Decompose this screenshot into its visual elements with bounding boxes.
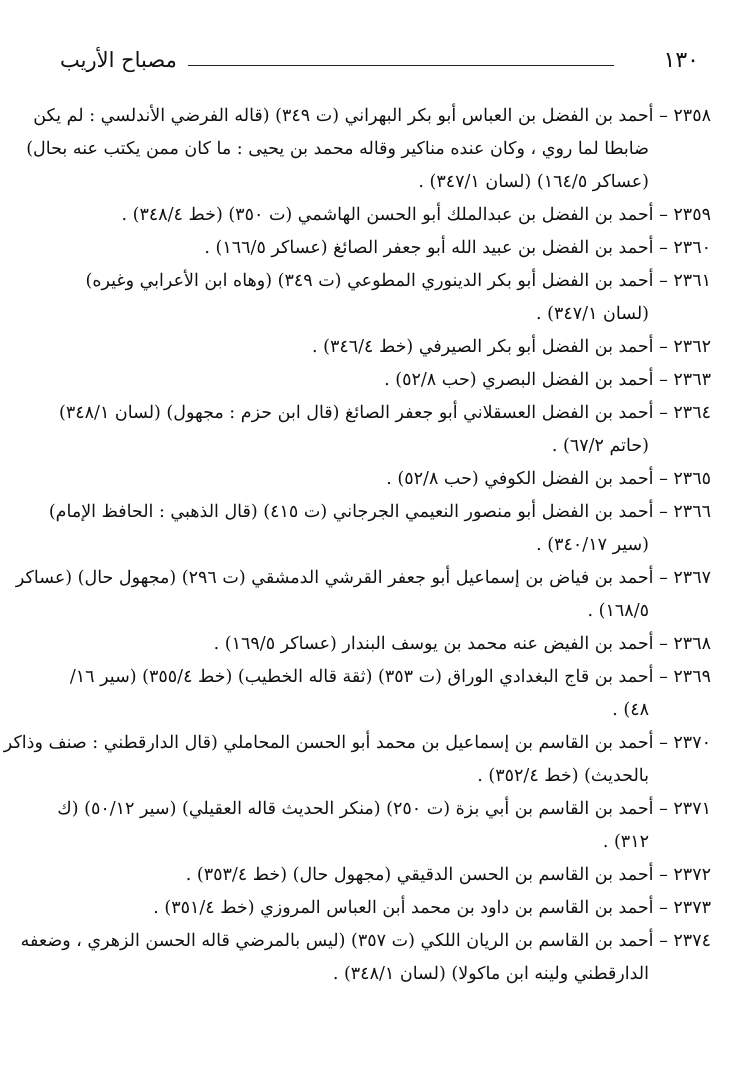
biography-entry xyxy=(55,463,711,496)
biography-entry xyxy=(20,925,711,991)
entry-first-line: ٢٣٦٣ – أحمد بن الفضل البصري (حب ٥٢/٨) . xyxy=(384,370,711,390)
entry-first-line: ٢٣٧١ – أحمد بن القاسم بن أبي بزة (ت ٢٥٠) (منكر الحديث قاله العقيلي) (سير ٥٠/١٢) (ك xyxy=(57,799,711,819)
page-number: ١٣٠ xyxy=(663,48,699,73)
entry-first-line: ٢٣٧٠ – أحمد بن القاسم بن إسماعيل بن محمد أبو الحسن المحاملي (قال الدارقطني : صنف وذاكر xyxy=(3,733,711,753)
entry-first-line: ٢٣٧٢ – أحمد بن القاسم بن الحسن الدقيقي (مجهول حال) (خط ٣٥٣/٤) . xyxy=(185,865,711,885)
entry-first-line: ٢٣٧٣ – أحمد بن القاسم بن داود بن محمد أبن العباس المروزي (خط ٣٥١/٤) . xyxy=(153,898,711,918)
entries-list xyxy=(3,100,711,991)
entry-first-line: ٢٣٦٧ – أحمد بن فياض بن إسماعيل أبو جعفر القرشي الدمشقي (ت ٢٩٦) (مجهول حال) (عساكر xyxy=(15,568,711,588)
entry-continuation-line: الدارقطني ولينه ابن ماكولا) (لسان ٣٤٨/١) . xyxy=(332,964,649,984)
entry-continuation-line: ٣١٢) . xyxy=(602,832,649,852)
biography-entry xyxy=(55,628,711,661)
page-header xyxy=(60,48,699,78)
entry-continuation-line: ١٦٨/٥) . xyxy=(587,601,649,621)
biography-entry xyxy=(48,496,711,562)
entry-first-line: ٢٣٧٤ – أحمد بن القاسم بن الريان اللكي (ت ٣٥٧) (ليس بالمرضي قاله الحسن الزهري ، وضعفه xyxy=(20,931,711,951)
header-rule xyxy=(188,65,614,66)
entry-first-line: ٢٣٦١ – أحمد بن الفضل أبو بكر الدينوري المطوعي (ت ٣٤٩) (وهاه ابن الأعرابي وغيره) xyxy=(85,271,711,291)
entry-first-line: ٢٣٦٤ – أحمد بن الفضل العسقلاني أبو جعفر الصائغ (قال ابن حزم : مجهول) (لسان ٣٤٨/١) xyxy=(59,403,711,423)
biography-entry xyxy=(15,562,711,628)
biography-entry xyxy=(55,859,711,892)
entry-first-line: ٢٣٦٥ – أحمد بن الفضل الكوفي (حب ٥٢/٨) . xyxy=(386,469,711,489)
entry-continuation-line: (حاتم ٦٧/٢) . xyxy=(551,436,649,456)
entry-continuation-line: بالحديث) (خط ٣٥٢/٤) . xyxy=(477,766,649,786)
biography-entry xyxy=(26,100,711,199)
entry-continuation-line: (عساكر ١٦٤/٥) (لسان ٣٤٧/١) . xyxy=(418,172,649,192)
entry-continuation-line: (سير ٣٤٠/١٧) . xyxy=(536,535,649,555)
biography-entry xyxy=(55,397,711,463)
entry-first-line: ٢٣٦٢ – أحمد بن الفضل أبو بكر الصيرفي (خط ٣٤٦/٤) . xyxy=(311,337,711,357)
biography-entry xyxy=(3,727,711,793)
entry-first-line: ٢٣٦٦ – أحمد بن الفضل أبو منصور النعيمي الجرجاني (ت ٤١٥) (قال الذهبي : الحافظ الإمام) xyxy=(48,502,711,522)
biography-entry xyxy=(55,793,711,859)
entry-continuation-line: ضابطا لما روي ، وكان عنده مناكير وقاله محمد بن يحيى : ما كان ممن يكتب عنه بحال) xyxy=(26,139,649,159)
entry-continuation-line: ٤٨) . xyxy=(612,700,649,720)
biography-entry xyxy=(55,892,711,925)
biography-entry xyxy=(55,364,711,397)
entry-first-line: ٢٣٦٨ – أحمد بن الفيض عنه محمد بن يوسف البندار (عساكر ١٦٩/٥) . xyxy=(213,634,711,654)
entry-first-line: ٢٣٦٩ – أحمد بن قاج البغدادي الوراق (ت ٣٥٣) (ثقة قاله الخطيب) (خط ٣٥٥/٤) (سير ١٦/ xyxy=(69,667,711,687)
biography-entry xyxy=(55,331,711,364)
book-title: مصباح الأريب xyxy=(60,48,177,72)
entry-continuation-line: (لسان ٣٤٧/١) . xyxy=(536,304,649,324)
entry-first-line: ٢٣٦٠ – أحمد بن الفضل بن عبيد الله أبو جعفر الصائغ (عساكر ١٦٦/٥) . xyxy=(204,238,711,258)
biography-entry xyxy=(55,661,711,727)
biography-entry xyxy=(55,199,711,232)
entry-first-line: ٢٣٥٩ – أحمد بن الفضل بن عبدالملك أبو الحسن الهاشمي (ت ٣٥٠) (خط ٣٤٨/٤) . xyxy=(121,205,711,225)
biography-entry xyxy=(55,232,711,265)
biography-entry xyxy=(55,265,711,331)
entry-first-line: ٢٣٥٨ – أحمد بن الفضل بن العباس أبو بكر البهراني (ت ٣٤٩) (قاله الفرضي الأندلسي : لم يكن xyxy=(33,106,711,126)
